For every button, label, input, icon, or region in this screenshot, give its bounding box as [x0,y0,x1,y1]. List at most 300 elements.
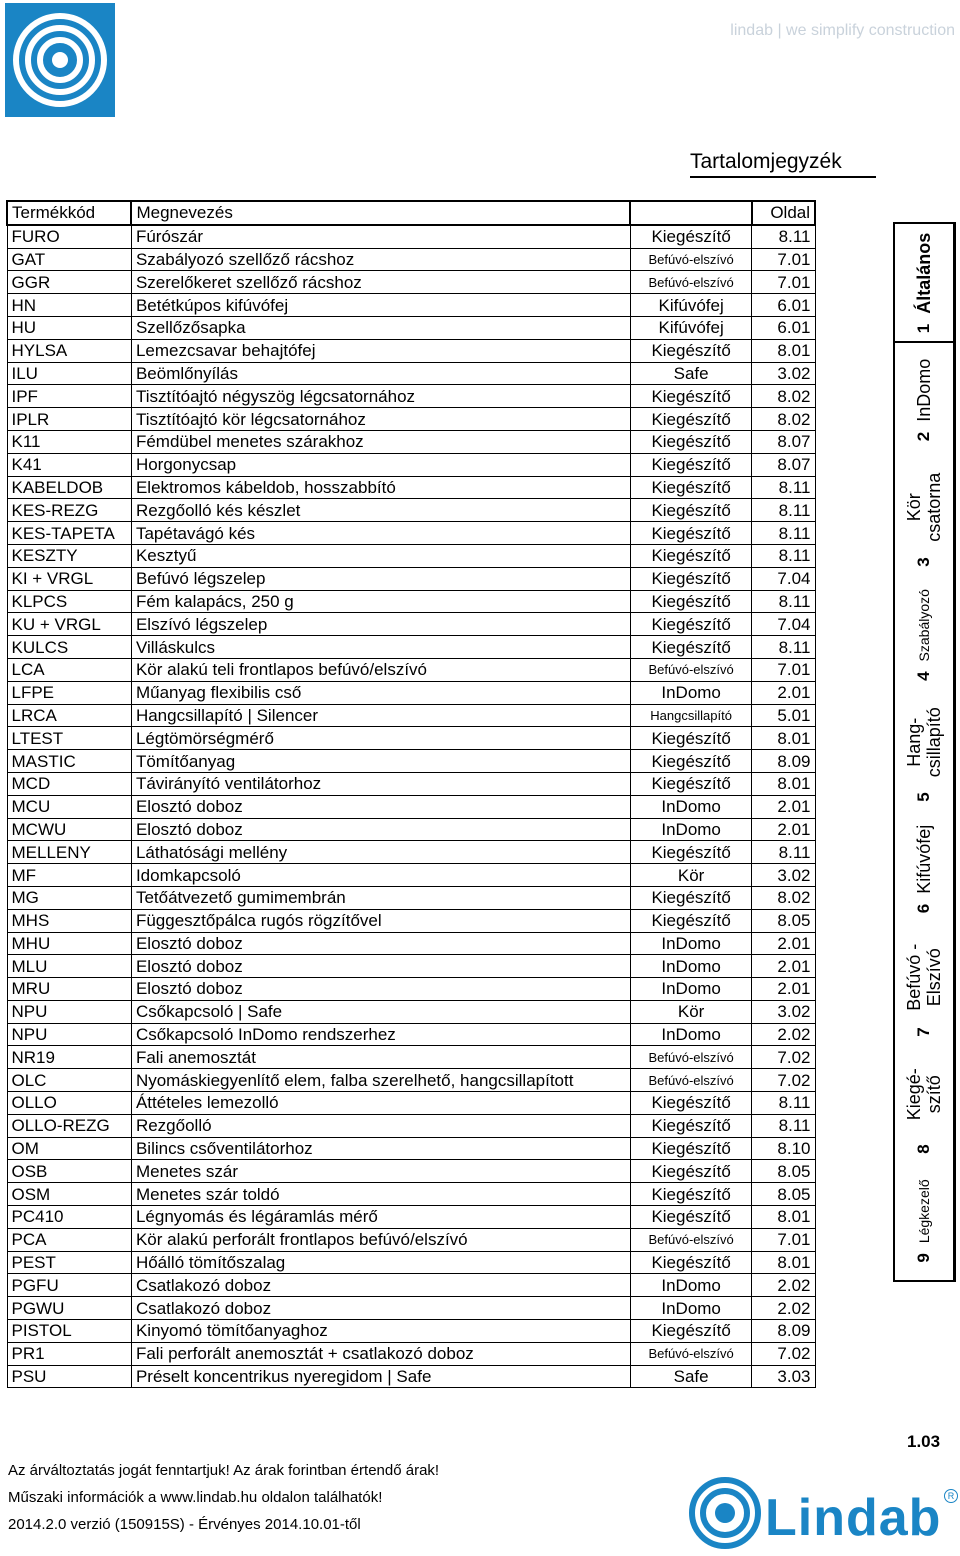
product-name: Tetőátvezető gumimembrán [131,886,630,909]
product-name: Műanyag flexibilis cső [131,681,630,704]
column-header-name: Megnevezés [131,201,630,225]
product-category: Kiegészítő [630,408,751,431]
table-row [7,408,815,431]
section-number: 3 [914,557,933,568]
page-ref: 5.01 [752,704,815,727]
product-code: FURO [7,225,131,248]
product-category: Kiegészítő [630,544,751,567]
page-ref: 2.02 [752,1274,815,1297]
table-row [7,1092,815,1115]
product-category: Befúvó-elszívó [630,1342,751,1365]
product-name: Tisztítóajtó négyszög légcsatornához [131,385,630,408]
product-code: KABELDOB [7,476,131,499]
table-row [7,1342,815,1365]
table-row [7,613,815,636]
page-ref: 8.02 [752,408,815,431]
page-ref: 8.11 [752,1092,815,1115]
product-category: Befúvó-elszívó [630,1228,751,1251]
table-row [7,795,815,818]
table-row [7,476,815,499]
table-row [7,978,815,1001]
section-label: Kör csatorna [904,473,944,543]
page-ref: 8.01 [752,772,815,795]
product-category: Kiegészítő [630,522,751,545]
product-category: Kiegészítő [630,1137,751,1160]
product-code: MRU [7,978,131,1001]
page-ref: 8.11 [752,590,815,613]
section-tab-6[interactable] [895,811,953,928]
product-code: HU [7,316,131,339]
page-ref: 7.02 [752,1342,815,1365]
product-category: InDomo [630,1297,751,1320]
table-row [7,567,815,590]
product-category: Befúvó-elszívó [630,658,751,681]
product-index-table [6,200,816,1388]
page-ref: 2.01 [752,681,815,704]
product-category: Kör [630,864,751,887]
section-label: Általános [914,232,934,314]
table-body [7,225,815,1388]
product-code: PGFU [7,1274,131,1297]
section-tab-1[interactable] [895,224,953,343]
product-category: InDomo [630,932,751,955]
product-code: MELLENY [7,841,131,864]
table-row [7,681,815,704]
product-name: Rezgőolló kés készlet [131,499,630,522]
product-code: GAT [7,248,131,271]
page-ref: 2.01 [752,978,815,1001]
table-row [7,1160,815,1183]
product-name: Kinyomó tömítőanyaghoz [131,1320,630,1343]
product-code: LFPE [7,681,131,704]
section-tab-4[interactable] [895,576,953,693]
table-row [7,1251,815,1274]
page-ref: 7.01 [752,1228,815,1251]
table-row [7,932,815,955]
product-name: Légtömörségmérő [131,727,630,750]
product-code: HN [7,294,131,317]
page-ref: 3.02 [752,1000,815,1023]
product-code: KLPCS [7,590,131,613]
product-category: Kiegészítő [630,339,751,362]
product-category: Kiegészítő [630,1206,751,1229]
page-ref: 8.05 [752,1183,815,1206]
table-header-row [7,201,815,225]
section-number: 2 [914,431,933,442]
product-name: Befúvó légszelep [131,567,630,590]
section-label: Szabályozó [916,588,932,662]
column-header-page: Oldal [752,201,815,225]
product-code: LTEST [7,727,131,750]
table-row [7,499,815,522]
table-row [7,590,815,613]
product-code: MCD [7,772,131,795]
product-name: Villáskulcs [131,636,630,659]
product-code: MF [7,864,131,887]
product-name: Bilincs csőventilátorhoz [131,1137,630,1160]
section-number: 8 [914,1144,933,1154]
page-ref: 8.11 [752,476,815,499]
product-category: Befúvó-elszívó [630,1069,751,1092]
section-tab-8[interactable] [895,1045,953,1162]
section-label: InDomo [914,358,934,422]
product-code: GGR [7,271,131,294]
page-ref: 8.02 [752,385,815,408]
table-row [7,864,815,887]
product-code: ILU [7,362,131,385]
product-code: NPU [7,1000,131,1023]
page-ref: 3.02 [752,864,815,887]
product-name: Préselt koncentrikus nyeregidom | Safe [131,1365,630,1388]
product-category: Kiegészítő [630,590,751,613]
page-ref: 8.11 [752,499,815,522]
table-row [7,1046,815,1069]
table-row [7,727,815,750]
page-ref: 3.02 [752,362,815,385]
page-ref: 2.02 [752,1023,815,1046]
table-row [7,225,815,248]
table-row [7,772,815,795]
section-tab-9[interactable] [895,1163,953,1280]
product-code: KES-TAPETA [7,522,131,545]
product-name: Kesztyű [131,544,630,567]
product-name: Elszívó légszelep [131,613,630,636]
product-code: KULCS [7,636,131,659]
product-category: Kör [630,1000,751,1023]
product-name: Menetes szár toldó [131,1183,630,1206]
product-code: PCA [7,1228,131,1251]
product-code: LCA [7,658,131,681]
product-category: Kiegészítő [630,1114,751,1137]
page-ref: 8.10 [752,1137,815,1160]
section-tab-7[interactable] [895,928,953,1045]
product-category: Kiegészítő [630,499,751,522]
page-ref: 8.11 [752,1114,815,1137]
table-row [7,544,815,567]
table-row [7,750,815,773]
product-name: Elosztó doboz [131,818,630,841]
product-code: OLLO-REZG [7,1114,131,1137]
section-label: Kiegé- szítő [904,1068,944,1121]
product-code: KESZTY [7,544,131,567]
page-ref: 7.01 [752,271,815,294]
page-ref: 8.11 [752,636,815,659]
product-code: KES-REZG [7,499,131,522]
page-ref: 8.07 [752,453,815,476]
table-row [7,522,815,545]
table-row [7,339,815,362]
product-code: OM [7,1137,131,1160]
page-ref: 8.01 [752,339,815,362]
product-category: Kiegészítő [630,909,751,932]
product-name: Hangcsillapító | Silencer [131,704,630,727]
product-category: InDomo [630,1274,751,1297]
table-row [7,1114,815,1137]
table-row [7,886,815,909]
product-name: Fúrószár [131,225,630,248]
product-category: Kiegészítő [630,613,751,636]
product-category: Kiegészítő [630,886,751,909]
table-row [7,1137,815,1160]
product-name: Szabályozó szellőző rácshoz [131,248,630,271]
page-ref: 8.11 [752,544,815,567]
product-name: Nyomáskiegyenlítő elem, falba szerelhető, hangcsillapított [131,1069,630,1092]
title-underline [690,176,876,178]
page-ref: 8.05 [752,909,815,932]
product-category: Kiegészítő [630,476,751,499]
section-tab-2[interactable] [895,341,953,458]
page-ref: 8.11 [752,522,815,545]
table-row [7,453,815,476]
page-ref: 8.07 [752,430,815,453]
product-category: Befúvó-elszívó [630,248,751,271]
page-ref: 8.01 [752,1251,815,1274]
page-ref: 2.01 [752,955,815,978]
page-ref: 7.01 [752,658,815,681]
page-ref: 8.05 [752,1160,815,1183]
product-code: PEST [7,1251,131,1274]
table-row [7,1069,815,1092]
product-category: InDomo [630,978,751,1001]
product-category: Safe [630,362,751,385]
page-ref: 6.01 [752,294,815,317]
product-category: Kiegészítő [630,1183,751,1206]
product-category: InDomo [630,818,751,841]
product-code: IPF [7,385,131,408]
table-row [7,1183,815,1206]
section-label: Légkezelő [916,1179,932,1244]
section-tab-3[interactable] [895,459,953,576]
product-code: OLC [7,1069,131,1092]
section-number: 5 [914,792,933,802]
section-label: Hang- csillapító [904,707,944,778]
product-code: LRCA [7,704,131,727]
page-ref: 7.02 [752,1069,815,1092]
product-code: MHS [7,909,131,932]
product-code: MCWU [7,818,131,841]
product-category: Kifúvófej [630,294,751,317]
product-name: Hőálló tömítőszalag [131,1251,630,1274]
table-row [7,1320,815,1343]
product-category: Safe [630,1365,751,1388]
section-number: 1 [914,323,933,333]
page-ref: 7.04 [752,567,815,590]
product-name: Tömítőanyag [131,750,630,773]
section-number: 6 [914,904,933,914]
page-ref: 8.09 [752,750,815,773]
product-name: Függesztőpálca rugós rögzítővel [131,909,630,932]
product-category: Hangcsillapító [630,704,751,727]
column-header-category [630,201,751,225]
product-category: Kiegészítő [630,453,751,476]
product-category: Kiegészítő [630,567,751,590]
product-name: Fali perforált anemosztát + csatlakozó doboz [131,1342,630,1365]
page-ref: 2.01 [752,818,815,841]
section-label: Kifúvófej [914,825,934,895]
product-category: InDomo [630,955,751,978]
section-number: 9 [914,1253,933,1263]
product-code: MLU [7,955,131,978]
product-code: MHU [7,932,131,955]
product-category: Kiegészítő [630,385,751,408]
page-ref: 7.01 [752,248,815,271]
product-code: PSU [7,1365,131,1388]
product-name: Csatlakozó doboz [131,1274,630,1297]
table-row [7,1274,815,1297]
table-row [7,362,815,385]
product-name: Tapétavágó kés [131,522,630,545]
product-code: IPLR [7,408,131,431]
section-tab-5[interactable] [895,693,953,810]
product-code: K41 [7,453,131,476]
product-code: NPU [7,1023,131,1046]
product-category: Kiegészítő [630,1251,751,1274]
page-ref: 7.02 [752,1046,815,1069]
product-name: Beömlőnyílás [131,362,630,385]
product-name: Horgonycsap [131,453,630,476]
table-row [7,658,815,681]
product-name: Szerelőkeret szellőző rácshoz [131,271,630,294]
table-row [7,1228,815,1251]
product-code: PC410 [7,1206,131,1229]
product-code: MASTIC [7,750,131,773]
section-number: 7 [914,1026,933,1037]
product-name: Elektromos kábeldob, hosszabbító [131,476,630,499]
page-ref: 6.01 [752,316,815,339]
table-row [7,316,815,339]
product-category: InDomo [630,795,751,818]
table-row [7,909,815,932]
product-name: Lemezcsavar behajtófej [131,339,630,362]
product-category: Kiegészítő [630,750,751,773]
lindab-logo-mark [5,3,115,117]
product-code: MG [7,886,131,909]
header-tagline: lindab | we simplify construction [730,22,955,39]
section-label: Befúvó - Elszívó [904,943,944,1011]
table-row [7,1206,815,1229]
table-row [7,818,815,841]
page-ref: 2.02 [752,1297,815,1320]
lindab-wordmark: Lindab [765,1489,942,1547]
product-category: Befúvó-elszívó [630,271,751,294]
product-name: Fémdübel menetes szárakhoz [131,430,630,453]
product-name: Elosztó doboz [131,795,630,818]
footer-line-prices: Az árváltoztatás jogát fenntartjuk! Az árak forintban értendő árak! [8,1462,440,1479]
product-name: Csőkapcsoló | Safe [131,1000,630,1023]
product-category: Kiegészítő [630,1160,751,1183]
product-category: Kiegészítő [630,1092,751,1115]
page-ref: 8.09 [752,1320,815,1343]
product-code: KI + VRGL [7,567,131,590]
table-row [7,430,815,453]
table-row [7,1000,815,1023]
product-name: Kör alakú perforált frontlapos befúvó/elszívó [131,1228,630,1251]
table-row [7,636,815,659]
product-name: Elosztó doboz [131,955,630,978]
table-row [7,271,815,294]
product-name: Elosztó doboz [131,978,630,1001]
product-category: Kifúvófej [630,316,751,339]
section-number: 4 [914,671,933,681]
product-code: OSB [7,1160,131,1183]
product-code: MCU [7,795,131,818]
product-name: Áttételes lemezolló [131,1092,630,1115]
product-name: Csatlakozó doboz [131,1297,630,1320]
product-category: InDomo [630,681,751,704]
product-category: InDomo [630,1023,751,1046]
product-name: Fali anemosztát [131,1046,630,1069]
product-name: Menetes szár [131,1160,630,1183]
product-code: NR19 [7,1046,131,1069]
footer-line-version: 2014.2.0 verzió (150915S) - Érvényes 2014.10.01-től [8,1516,361,1533]
table-row [7,248,815,271]
page-ref: 2.01 [752,795,815,818]
product-code: OLLO [7,1092,131,1115]
product-code: PISTOL [7,1320,131,1343]
section-tabs [893,222,956,1282]
table-row [7,1023,815,1046]
table-row [7,294,815,317]
page-ref: 8.02 [752,886,815,909]
page-ref: 8.11 [752,225,815,248]
page-ref: 2.01 [752,932,815,955]
product-name: Tisztítóajtó kör légcsatornához [131,408,630,431]
table-row [7,1297,815,1320]
product-name: Fém kalapács, 250 g [131,590,630,613]
page-ref: 8.11 [752,841,815,864]
product-category: Kiegészítő [630,772,751,795]
table-row [7,841,815,864]
product-category: Kiegészítő [630,1320,751,1343]
footer-line-info: Műszaki információk a www.lindab.hu oldalon találhatók! [8,1489,383,1506]
product-category: Kiegészítő [630,225,751,248]
product-category: Kiegészítő [630,636,751,659]
page-ref: 7.04 [752,613,815,636]
table-row [7,1365,815,1388]
product-code: HYLSA [7,339,131,362]
lindab-logo-icon [687,1475,763,1551]
page-number: 1.03 [907,1432,941,1451]
product-name: Távirányító ventilátorhoz [131,772,630,795]
product-category: Kiegészítő [630,841,751,864]
product-category: Befúvó-elszívó [630,1046,751,1069]
product-name: Idomkapcsoló [131,864,630,887]
product-code: KU + VRGL [7,613,131,636]
table-row [7,955,815,978]
product-code: PR1 [7,1342,131,1365]
column-header-code: Termékkód [7,201,131,225]
product-name: Láthatósági mellény [131,841,630,864]
product-code: PGWU [7,1297,131,1320]
product-category: Kiegészítő [630,727,751,750]
table-row [7,704,815,727]
product-name: Légnyomás és légáramlás mérő [131,1206,630,1229]
product-name: Elosztó doboz [131,932,630,955]
product-category: Kiegészítő [630,430,751,453]
product-code: OSM [7,1183,131,1206]
product-name: Betétkúpos kifúvófej [131,294,630,317]
table-row [7,385,815,408]
page-ref: 8.01 [752,727,815,750]
product-code: K11 [7,430,131,453]
product-name: Rezgőolló [131,1114,630,1137]
page-ref: 3.03 [752,1365,815,1388]
registered-mark: R [944,1489,958,1503]
product-name: Kör alakú teli frontlapos befúvó/elszívó [131,658,630,681]
product-name: Szellőzősapka [131,316,630,339]
page-title: Tartalomjegyzék [690,150,842,173]
product-name: Csőkapcsoló InDomo rendszerhez [131,1023,630,1046]
